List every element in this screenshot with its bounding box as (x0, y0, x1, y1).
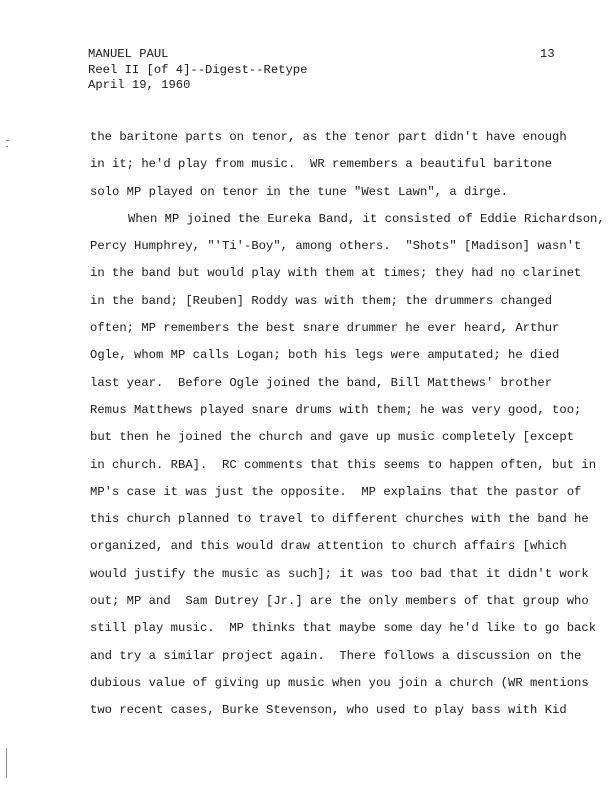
text-line: two recent cases, Burke Stevenson, who used to play bass with Kid (90, 703, 567, 718)
text-line: MP's case it was just the opposite. MP explains that the pastor of (90, 484, 582, 499)
text-line: Ogle, whom MP calls Logan; both his legs were amputated; he died (90, 348, 560, 363)
text-line: organized, and this would draw attention to church affairs [which (90, 539, 567, 554)
text-line: the baritone parts on tenor, as the tenor part didn't have enough (90, 130, 567, 144)
interviewee-name: MANUEL PAUL (88, 47, 169, 61)
scan-mark (6, 146, 8, 147)
interview-date: April 19, 1960 (88, 78, 191, 92)
text-line: When MP joined the Eureka Band, it consisted of Eddie Richardson, (128, 211, 605, 226)
text-line: in the band but would play with them at times; they had no clarinet (90, 266, 582, 281)
text-line: still play music. MP thinks that maybe some day he'd like to go back (90, 621, 597, 636)
reel-info: Reel II [of 4]--Digest--Retype (88, 62, 308, 77)
text-line: in it; he'd play from music. WR remembers a beautiful baritone (90, 157, 553, 172)
text-line: would justify the music as such]; it was too bad that it didn't work (90, 566, 589, 581)
transcript-body (90, 130, 606, 731)
text-line: Remus Matthews played snare drums with them; he was very good, too; (90, 402, 582, 417)
text-line: but then he joined the church and gave up music completely [except (90, 430, 575, 445)
text-line: this church planned to travel to different churches with the band he (90, 512, 589, 527)
text-line: last year. Before Ogle joined the band, Bill Matthews' brother (90, 375, 553, 390)
text-line: solo MP played on tenor in the tune "West Lawn", a dirge. (90, 184, 509, 199)
page-number: 13 (540, 47, 555, 61)
scan-mark (6, 140, 9, 141)
text-line: Percy Humphrey, "'Ti'-Boy", among others. "Shots" [Madison] wasn't (90, 239, 582, 254)
text-line: in the band; [Reuben] Roddy was with them; the drummers changed (90, 293, 553, 308)
text-line: dubious value of giving up music when you join a church (WR mentions (90, 675, 589, 690)
text-line: and try a similar project again. There follows a discussion on the (90, 648, 582, 663)
text-line: often; MP remembers the best snare drummer he ever heard, Arthur (90, 321, 560, 336)
document-header (88, 47, 307, 94)
scan-edge-line (6, 748, 7, 778)
text-line: in church. RBA]. RC comments that this seems to happen often, but in (90, 457, 597, 472)
text-line: out; MP and Sam Dutrey [Jr.] are the only members of that group who (90, 594, 589, 609)
